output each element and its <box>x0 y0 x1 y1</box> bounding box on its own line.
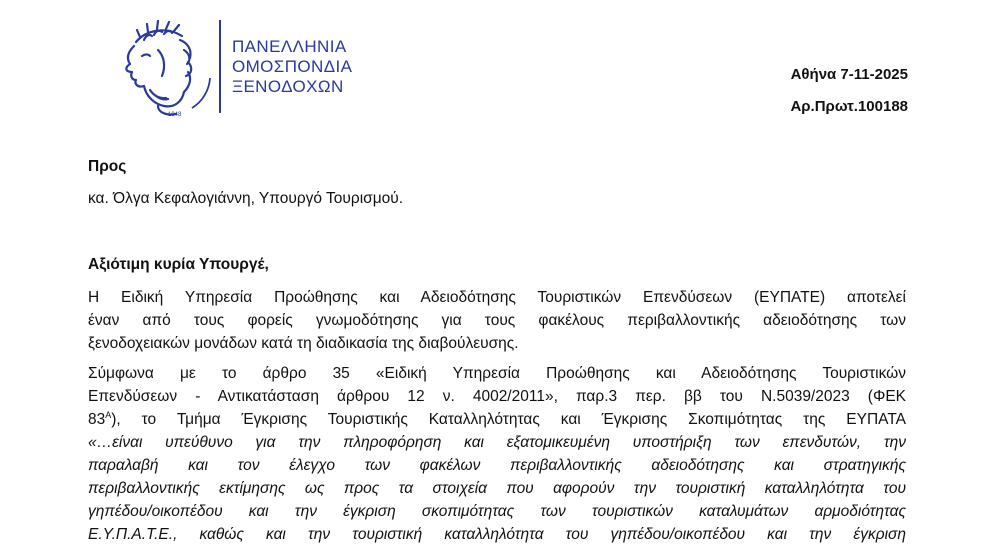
paragraph-line: έναν από τους φορείς γνωμοδότησης για τους φακέλους περιβαλλοντικής αδειοδότησης των <box>88 312 906 329</box>
fek-issue-superscript: Α <box>105 409 112 420</box>
paragraph-line: Η Ειδική Υπηρεσία Προώθησης και Αδειοδότησης Τουριστικών Επενδύσεων (ΕΥΠΑΤΕ) αποτελεί <box>88 289 906 306</box>
recipient: κα. Όλγα Κεφαλογιάννη, Υπουργό Τουρισμού. <box>88 190 404 207</box>
federation-logo <box>118 20 218 118</box>
letter-date: Αθήνα 7-11-2025 <box>790 66 908 83</box>
quote-line: περιβαλλοντικής εκτίμησης ως προς τα στοιχεία που αφορούν την τουριστική καταλληλότητα του <box>88 480 906 497</box>
protocol-number: Αρ.Πρωτ.100188 <box>790 98 908 115</box>
org-name-line: ΠΑΝΕΛΛΗΝΙΑ <box>232 37 347 56</box>
letter-meta <box>790 59 908 123</box>
paragraph-line <box>88 408 906 431</box>
quote-line: παραλαβή και τον έλεγχο των φακέλων περιβαλλοντικής αδειοδότησης και στρατηγικής <box>88 457 906 474</box>
logo-divider <box>219 20 221 113</box>
organization-name <box>232 37 352 97</box>
paragraph-1 <box>88 286 906 355</box>
logo-year: 1948 <box>168 112 182 118</box>
org-name-line: ΞΕΝΟΔΟΧΩΝ <box>232 77 344 96</box>
quote-line: «…είναι υπεύθυνο για την πληροφόρηση και εξατομικευμένη υποστήριξη των επενδυτών, την <box>88 434 906 451</box>
paragraph-line-rest: ), το Τμήμα Έγκρισης Τουριστικής Καταλληλότητας και Έγκρισης Σκοπιμότητας της ΕΥΠΑΤΑ <box>111 411 906 428</box>
paragraph-2 <box>88 362 906 546</box>
paragraph-line: Επενδύσεων - Αντικατάσταση άρθρου 12 ν. 4002/2011», παρ.3 περ. ββ του Ν.5039/2023 (ΦΕΚ <box>88 388 906 405</box>
fek-issue: 83 <box>88 411 106 428</box>
quote-line: Ε.Υ.Π.Α.Τ.Ε., καθώς και την τουριστική καταλληλότητα του γηπέδου/οικοπέδου και την έγκριση <box>88 526 906 543</box>
quote-line: γηπέδου/οικοπέδου και την έγκριση σκοπιμότητας των τουριστικών καταλυμάτων αρμοδιότητας <box>88 503 906 520</box>
salutation: Αξιότιμη κυρία Υπουργέ, <box>88 256 269 273</box>
paragraph-line: Σύμφωνα με το άρθρο 35 «Ειδική Υπηρεσία Προώθησης και Αδειοδότησης Τουριστικών <box>88 365 906 382</box>
to-label: Προς <box>88 158 127 175</box>
org-name-line: ΟΜΟΣΠΟΝΔΙΑ <box>232 57 353 76</box>
paragraph-line: ξενοδοχειακών μονάδων κατά τη διαδικασία της διαβούλευσης. <box>88 335 519 352</box>
